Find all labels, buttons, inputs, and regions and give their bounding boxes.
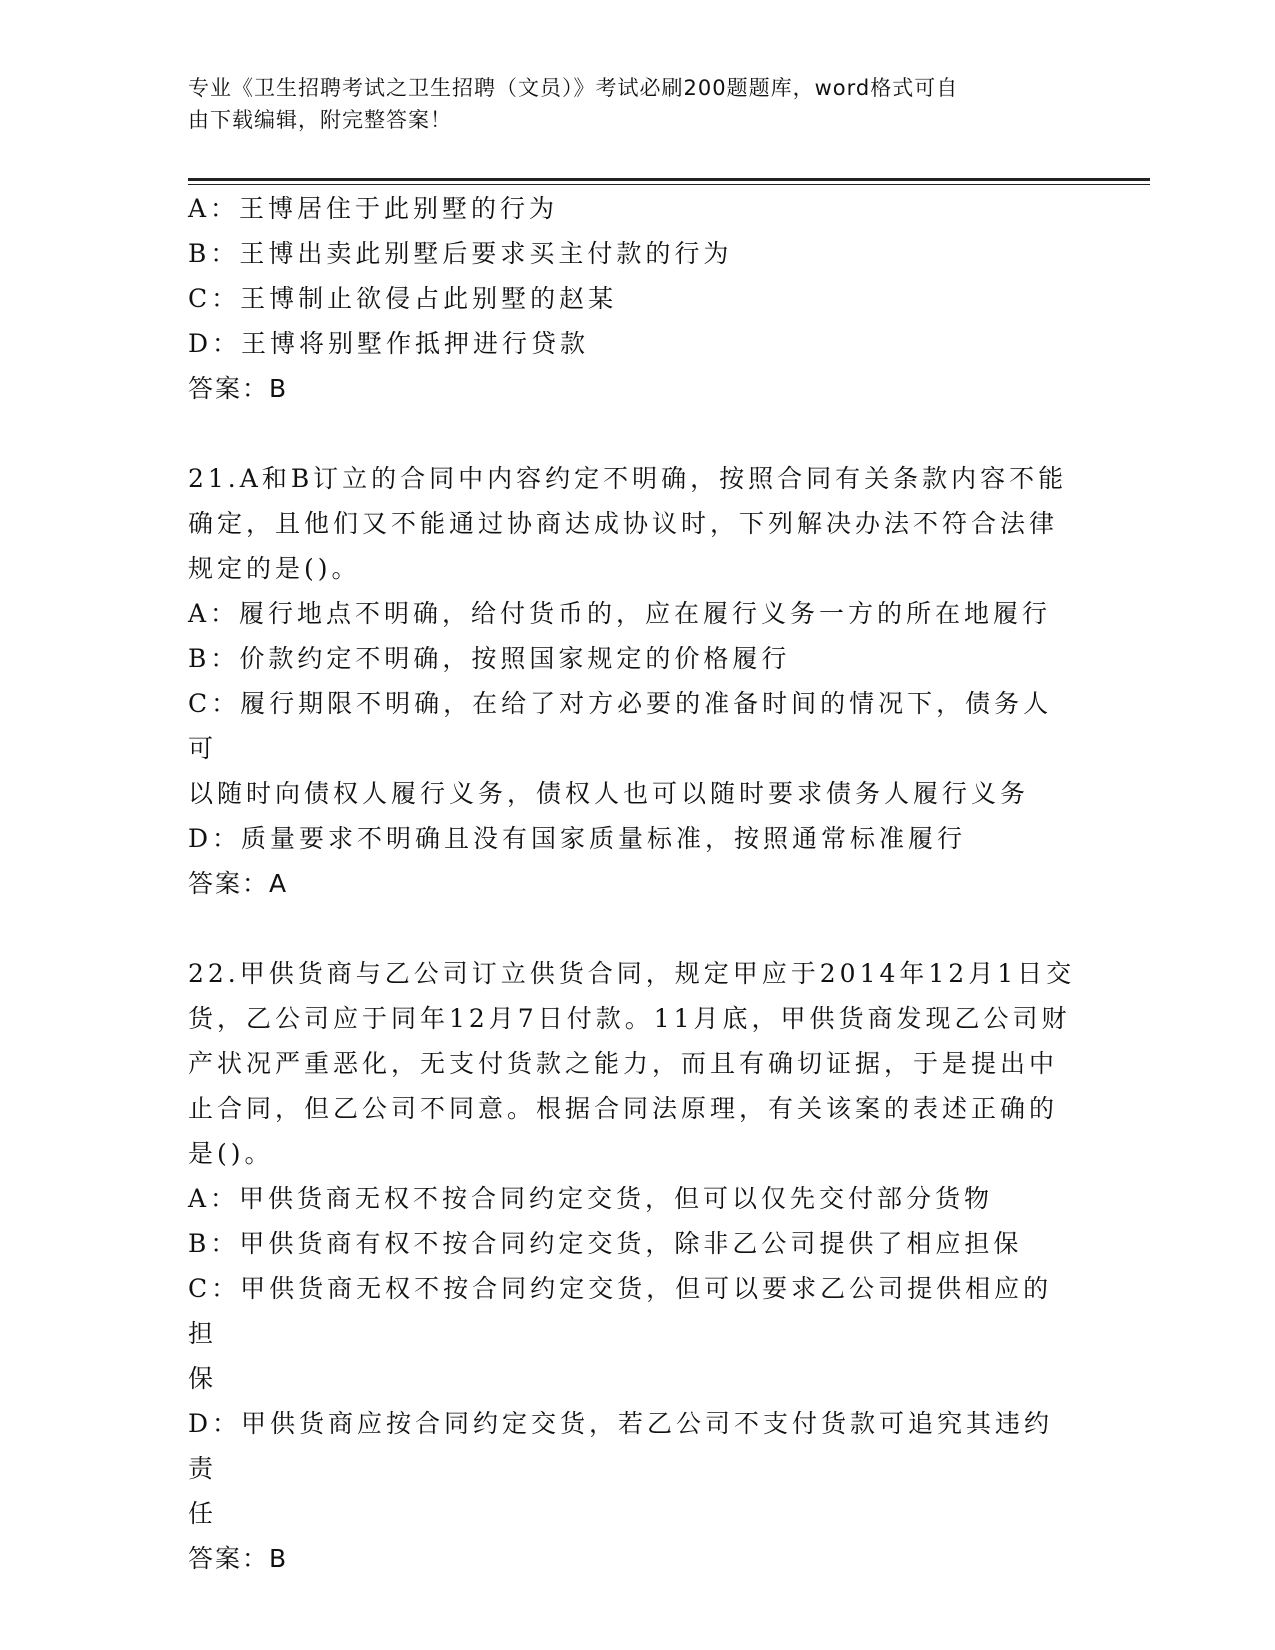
answer-line: 答案：B [188, 1544, 289, 1573]
spacer [188, 906, 1078, 951]
option-c: C：甲供货商无权不按合同约定交货，但可以要求乙公司提供相应的担 [188, 1274, 1053, 1348]
answer-line: 答案：A [188, 869, 289, 898]
question-stem-line: 确定，且他们又不能通过协商达成协议时，下列解决办法不符合法律 [188, 509, 1059, 538]
header-divider-thin [188, 184, 1150, 185]
option-d-continued: 任 [188, 1499, 218, 1528]
question-block [188, 951, 1078, 1581]
option-d: D：甲供货商应按合同约定交货，若乙公司不支付货款可追究其违约责 [188, 1409, 1054, 1483]
question-stem-line: 21.A和B订立的合同中内容约定不明确，按照合同有关条款内容不能 [188, 464, 1068, 493]
option-c: C：王博制止欲侵占此别墅的赵某 [188, 284, 618, 313]
header-line-1: 专业《卫生招聘考试之卫生招聘（文员）》考试必刷200题题库，word格式可自 [188, 76, 959, 100]
question-stem-line: 止合同，但乙公司不同意。根据合同法原理，有关该案的表述正确的 [188, 1094, 1059, 1123]
spacer [188, 411, 1078, 456]
option-b: B：甲供货商有权不按合同约定交货，除非乙公司提供了相应担保 [188, 1229, 1023, 1258]
option-a: A：甲供货商无权不按合同约定交货，但可以仅先交付部分货物 [188, 1184, 994, 1213]
option-b: B：王博出卖此别墅后要求买主付款的行为 [188, 239, 733, 268]
question-stem-line: 货，乙公司应于同年12月7日付款。11月底，甲供货商发现乙公司财 [188, 1004, 1071, 1033]
option-d: D：质量要求不明确且没有国家质量标准，按照通常标准履行 [188, 824, 967, 853]
document-header [188, 72, 1068, 136]
option-c-continued: 以随时向债权人履行义务，债权人也可以随时要求债务人履行义务 [188, 779, 1030, 808]
option-a: A：履行地点不明确，给付货币的，应在履行义务一方的所在地履行 [188, 599, 1052, 628]
question-stem-line: 22.甲供货商与乙公司订立供货合同，规定甲应于2014年12月1日交 [188, 959, 1076, 988]
option-a: A：王博居住于此别墅的行为 [188, 194, 559, 223]
option-d: D：王博将别墅作抵押进行贷款 [188, 329, 590, 358]
header-divider-thick [188, 178, 1150, 181]
question-stem-line: 产状况严重恶化，无支付货款之能力，而且有确切证据，于是提出中 [188, 1049, 1059, 1078]
option-c-continued: 保 [188, 1364, 218, 1393]
question-stem-line: 规定的是()。 [188, 554, 361, 583]
question-block [188, 186, 1078, 411]
question-stem-line: 是()。 [188, 1139, 274, 1168]
question-list [188, 186, 1078, 1581]
option-b: B：价款约定不明确，按照国家规定的价格履行 [188, 644, 791, 673]
header-line-2: 由下载编辑，附完整答案！ [188, 108, 452, 132]
question-block [188, 456, 1078, 906]
answer-line: 答案：B [188, 374, 289, 403]
option-c: C：履行期限不明确，在给了对方必要的准备时间的情况下，债务人可 [188, 689, 1053, 763]
